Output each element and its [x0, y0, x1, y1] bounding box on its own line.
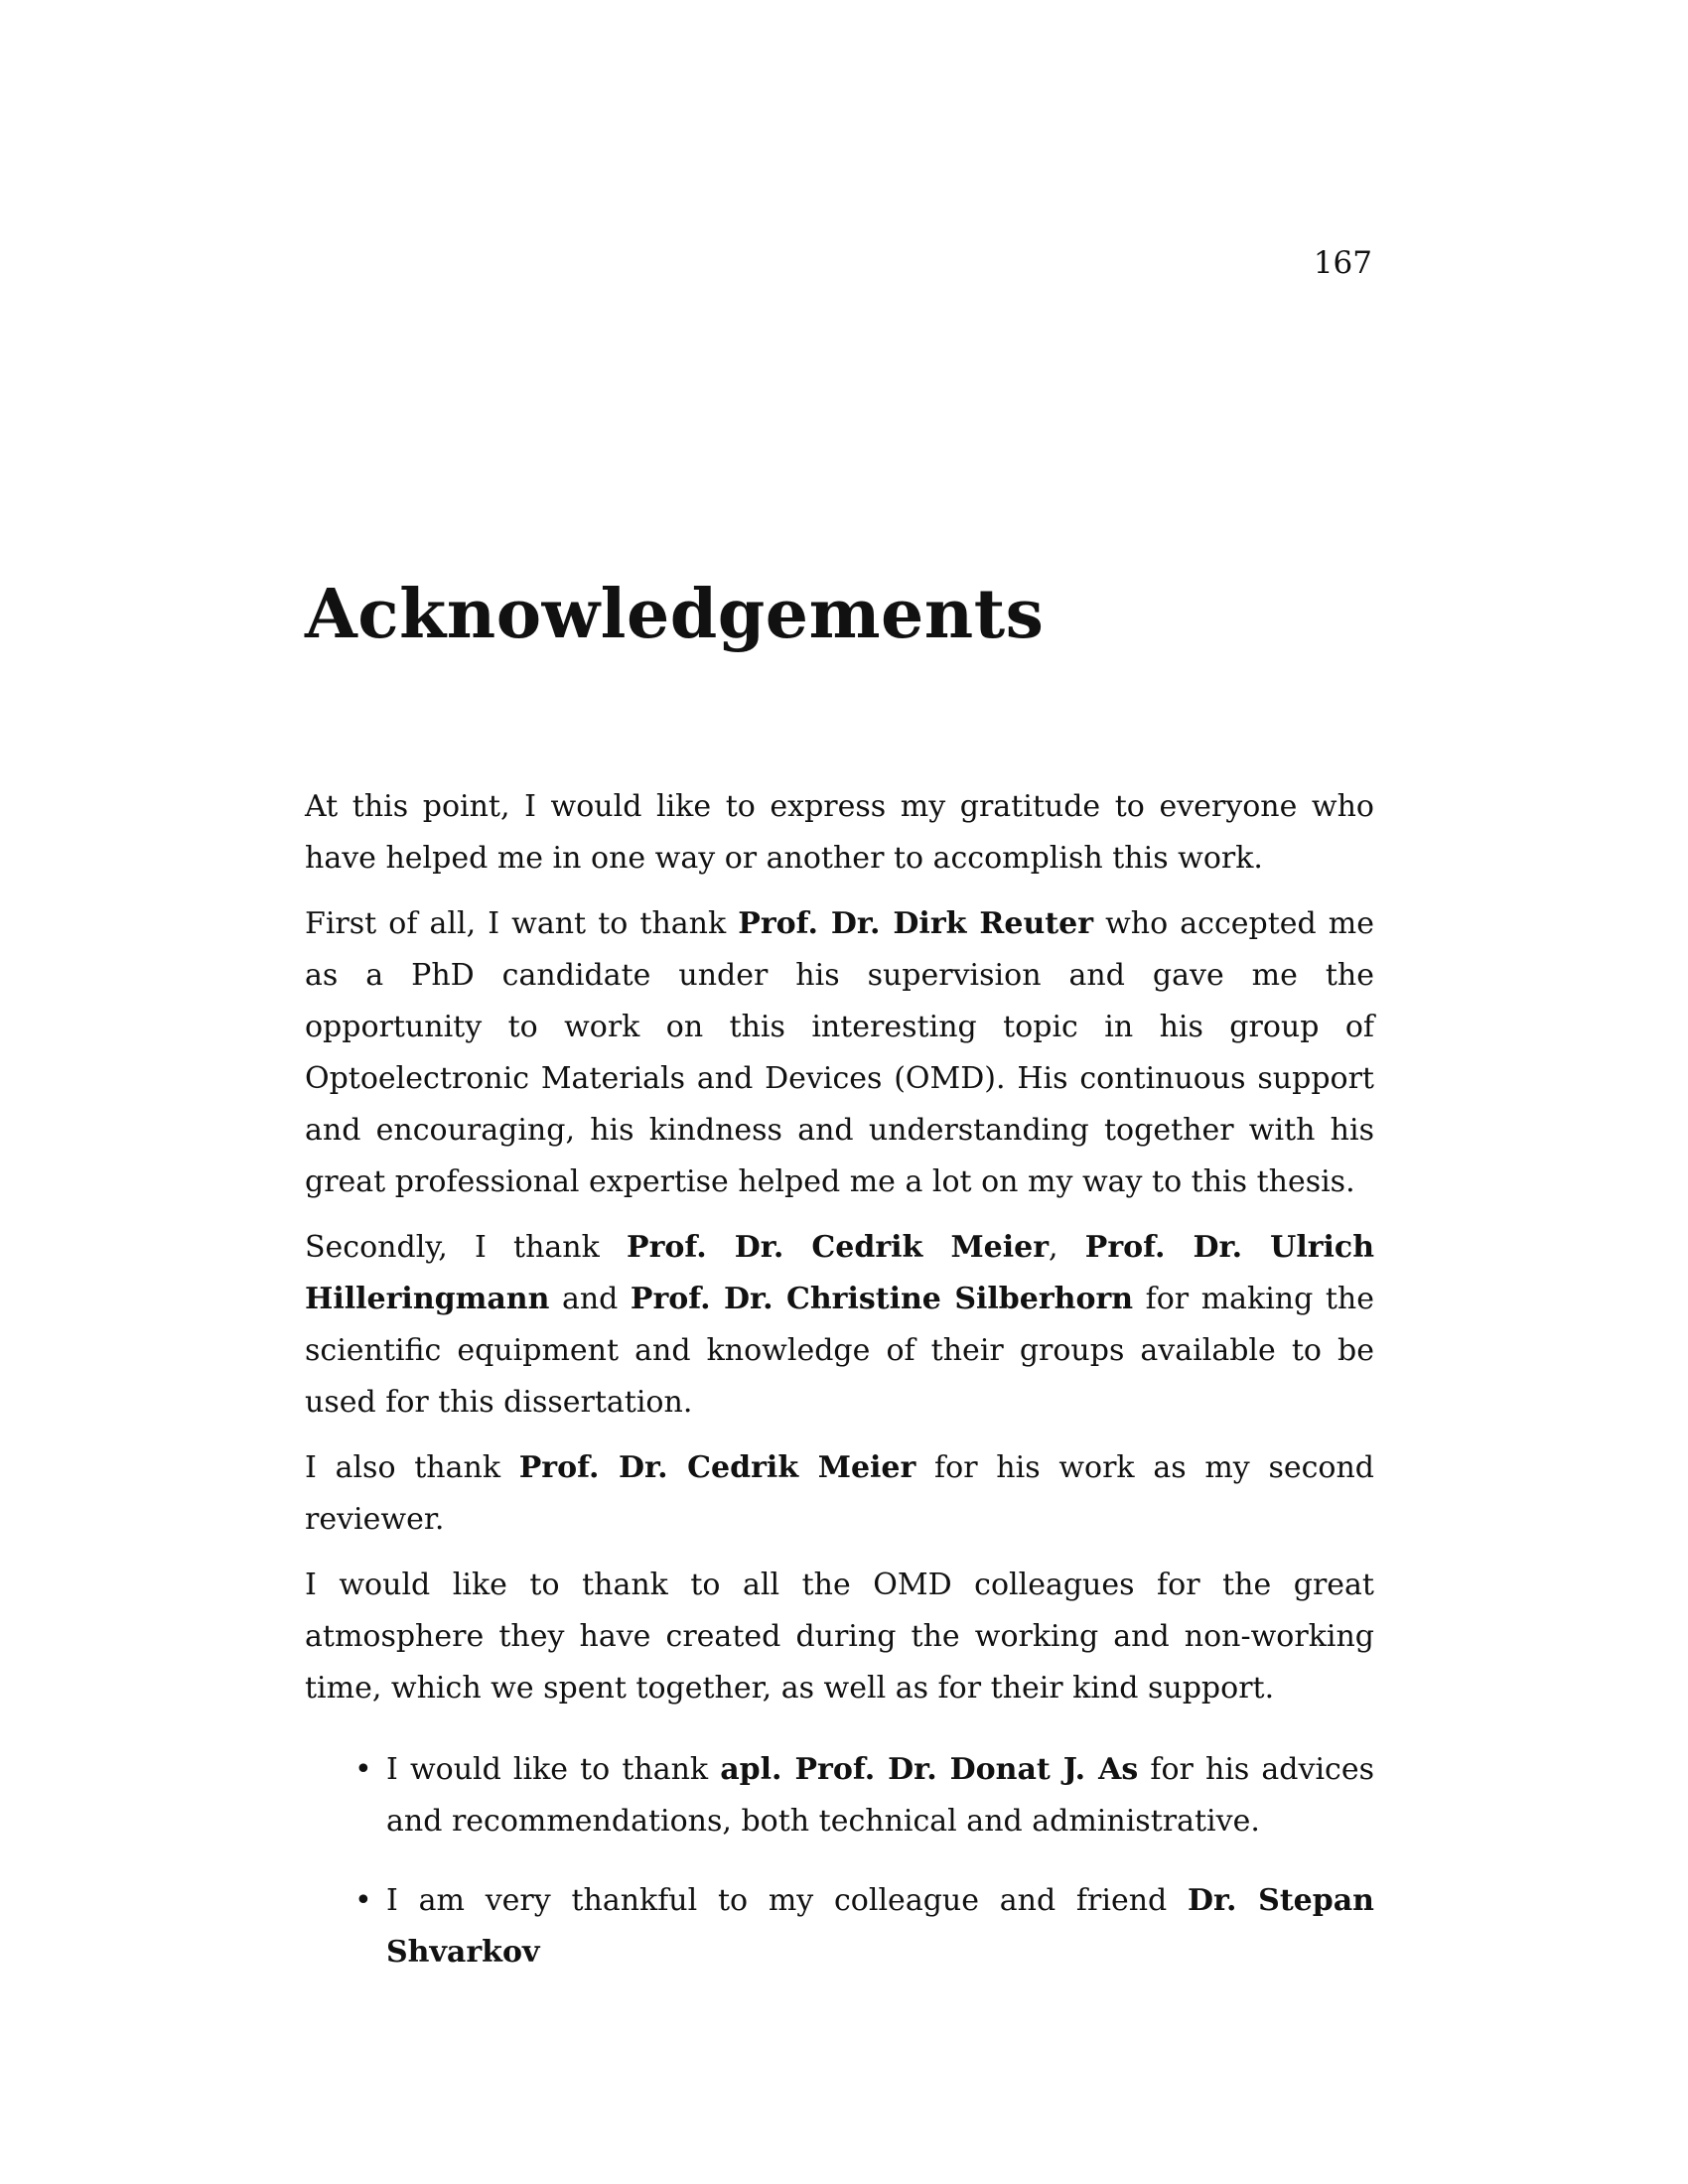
paragraph-text: Secondly, I thank: [305, 1230, 628, 1265]
paragraph-text: and: [549, 1282, 631, 1316]
paragraph-groups: [305, 1222, 1374, 1429]
bullet-item: [305, 1875, 1374, 1979]
body-text: [305, 781, 1374, 2006]
person-name: Dr. Stepan Shvarkov: [386, 1883, 1374, 1970]
bullet-text: for his advices and recommendations, both technical and administrative.: [386, 1752, 1374, 1839]
paragraph-intro: [305, 781, 1374, 885]
paragraph-text: ,: [1049, 1230, 1085, 1265]
bullet-icon: •: [354, 1883, 372, 1918]
paragraph-text: for making the scientific equipment and knowledge of their groups available to be used for this dissertation.: [305, 1282, 1374, 1420]
bullet-text: I am very thankful to my colleague and friend: [386, 1883, 1188, 1918]
person-name: Prof. Dr. Cedrik Meier: [627, 1230, 1050, 1265]
paragraph-text: I would like to thank to all the OMD colleagues for the great atmosphere they have created during the working and non-working time, which we spent together, as well as for their kind support.: [305, 1568, 1374, 1706]
person-name: Prof. Dr. Ulrich Hilleringmann: [305, 1230, 1375, 1316]
bullet-icon: •: [354, 1752, 372, 1787]
paragraph-text: for his work as my second reviewer.: [305, 1450, 1374, 1537]
paragraph-colleagues: [305, 1560, 1374, 1714]
person-name: Prof. Dr. Dirk Reuter: [738, 906, 1094, 941]
page-number: 167: [1313, 245, 1372, 281]
paragraph-text: I also thank: [305, 1450, 519, 1485]
paragraph-text: At this point, I would like to express my gratitude to everyone who have helped me in one way or another to accomplish this work.: [305, 789, 1374, 876]
bullet-list: [305, 1744, 1374, 1979]
paragraph-reviewer: [305, 1442, 1374, 1546]
bullet-item: [305, 1744, 1374, 1847]
person-name: Prof. Dr. Christine Silberhorn: [630, 1282, 1134, 1316]
chapter-title: Acknowledgements: [305, 575, 1045, 654]
person-name: Prof. Dr. Cedrik Meier: [518, 1450, 916, 1485]
paragraph-text: First of all, I want to thank: [305, 906, 739, 941]
bullet-text: I would like to thank: [386, 1752, 721, 1787]
person-name: apl. Prof. Dr. Donat J. As: [720, 1752, 1139, 1787]
paragraph-text: who accepted me as a PhD candidate under his supervision and gave me the opportunity to work on this interesting topic in his group of Optoelectronic Materials and Devices (OMD). His continuous support and encouraging, his kindness and understanding together with his great professional expertise helped me a lot on my way to this thesis.: [305, 906, 1374, 1199]
paragraph-supervisor: [305, 898, 1374, 1208]
